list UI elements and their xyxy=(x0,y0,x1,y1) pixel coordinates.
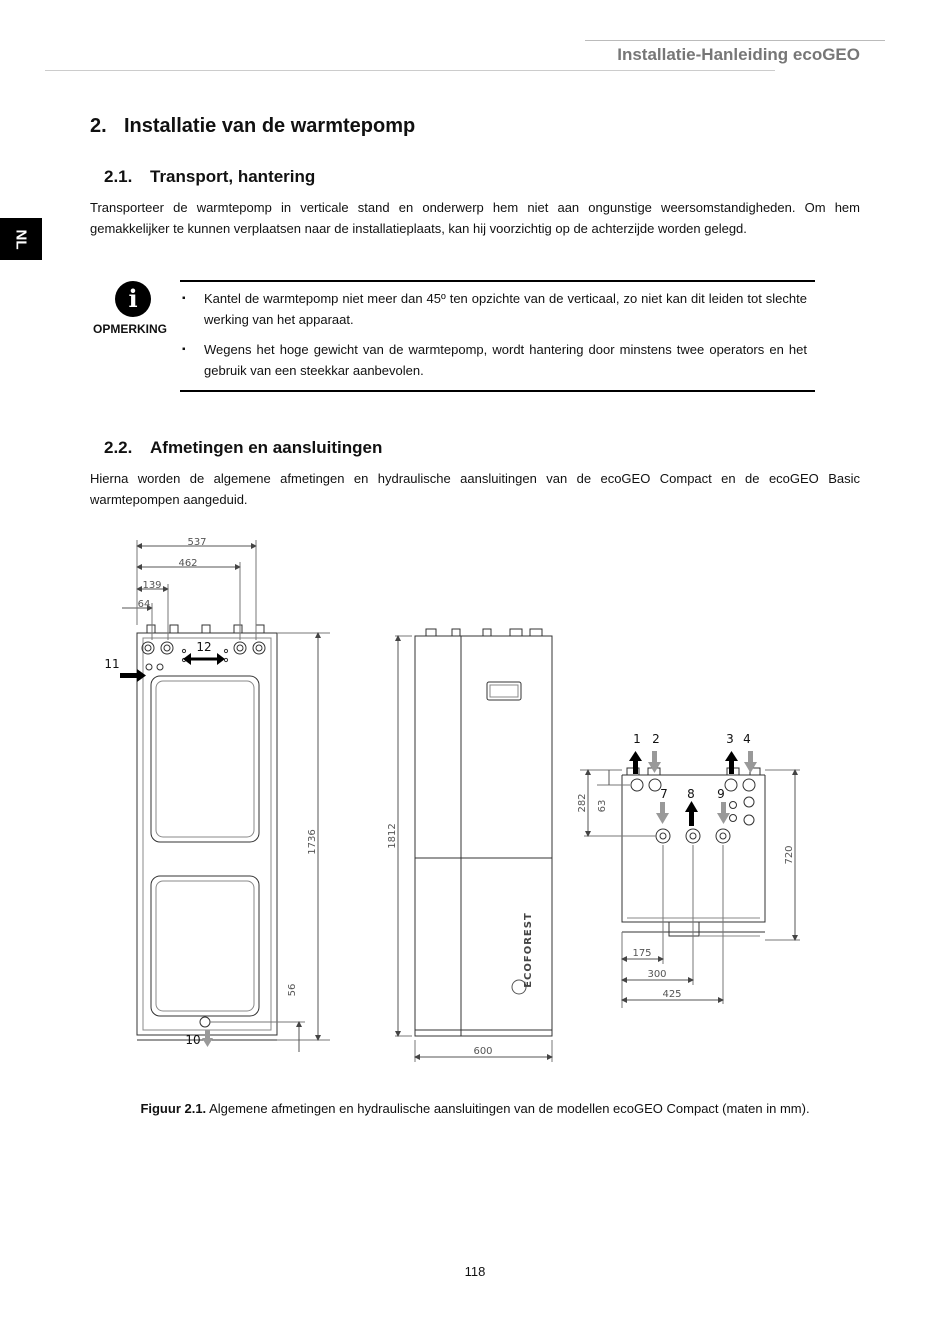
subsection-title: Afmetingen en aansluitingen xyxy=(150,438,383,457)
grey-arrow-2 xyxy=(648,751,661,773)
subsection-number: 2.1. xyxy=(104,167,133,186)
subsection-heading-transport xyxy=(104,167,315,187)
dim-175: 175 xyxy=(632,948,652,959)
dimension-drawing xyxy=(0,525,950,1085)
subsection-title: Transport, hantering xyxy=(150,167,316,186)
note-label: OPMERKING xyxy=(93,322,168,336)
black-arrow-1 xyxy=(629,751,642,774)
caption-label: Figuur 2.1. xyxy=(140,1101,207,1116)
header-title: Installatie-Hanleiding ecoGEO xyxy=(617,45,860,64)
note-item: ▪ Kantel de warmtepomp niet meer dan 45º ten opzichte van de verticaal, zo niet kan dit leiden tot slechte werking van het apparaat. xyxy=(180,288,815,330)
dim-56: 56 xyxy=(287,983,298,997)
back-view xyxy=(122,540,330,1052)
language-tab-label: NL xyxy=(12,229,30,249)
note-list xyxy=(180,288,815,381)
conn-label-11: 11 xyxy=(104,657,120,671)
dim-720: 720 xyxy=(784,845,795,865)
black-arrow-8 xyxy=(685,801,698,826)
dim-1736: 1736 xyxy=(307,829,318,855)
dim-282: 282 xyxy=(577,793,588,813)
black-arrow-11 xyxy=(120,669,146,682)
figure-caption xyxy=(0,1101,950,1116)
subsection-heading-dimensions xyxy=(104,438,382,458)
dim-462: 462 xyxy=(178,558,198,569)
front-view xyxy=(395,629,552,1062)
dim-300: 300 xyxy=(647,969,667,980)
dim-139: 139 xyxy=(142,580,162,591)
dim-64: 64 xyxy=(137,599,151,610)
note-box xyxy=(180,280,815,392)
section-number: 2. xyxy=(90,115,107,137)
info-icon: i xyxy=(115,281,151,317)
section-heading xyxy=(90,115,415,138)
transport-paragraph: Transporteer de warmtepomp in verticale stand en onderwerp hem niet aan ongunstige weersomstandigheden. Om hem gemakkelijker te kunnen verplaatsen naar de installatieplaats, kan hij voorzichtig op de achterzijde worden gelegd. xyxy=(90,200,860,236)
dim-537: 537 xyxy=(187,537,207,548)
conn-label-10: 10 xyxy=(185,1033,201,1047)
brand-logo: ECOFOREST xyxy=(523,912,534,988)
grey-arrow-9 xyxy=(717,802,730,824)
dimensions-paragraph: Hierna worden de algemene afmetingen en hydraulische aansluitingen van de ecoGEO Compact en de ecoGEO Basic warmtepompen aangeduid. xyxy=(90,471,860,507)
grey-arrow-4 xyxy=(744,751,757,773)
conn-label-2: 2 xyxy=(652,732,660,746)
conn-label-7: 7 xyxy=(660,787,668,801)
conn-label-1: 1 xyxy=(633,732,641,746)
dim-600: 600 xyxy=(473,1046,493,1057)
conn-label-12: 12 xyxy=(196,640,212,654)
page-number: 118 xyxy=(464,1264,486,1279)
conn-label-8: 8 xyxy=(687,787,695,801)
black-arrow-12 xyxy=(183,653,225,665)
dim-1812: 1812 xyxy=(387,823,398,849)
note-item: ▪ Wegens het hoge gewicht van de warmtepomp, wordt hantering door minstens twee operators en het gebruik van een steekkar aanbevolen. xyxy=(180,339,815,381)
dim-425: 425 xyxy=(662,989,682,1000)
caption-text: Algemene afmetingen en hydraulische aansluitingen van de modellen ecoGEO Compact (maten in mm). xyxy=(206,1101,810,1116)
grey-arrow-10 xyxy=(202,1030,213,1047)
dim-63: 63 xyxy=(597,799,608,813)
subsection-number: 2.2. xyxy=(104,438,133,457)
language-tab xyxy=(0,218,42,260)
conn-label-3: 3 xyxy=(726,732,734,746)
conn-label-9: 9 xyxy=(717,787,725,801)
conn-label-4: 4 xyxy=(743,732,751,746)
header-rule-bottom xyxy=(45,70,775,71)
header-rule-top xyxy=(585,40,885,41)
flow-arrows xyxy=(120,653,757,1047)
section-title: Installatie van de warmtepomp xyxy=(124,115,416,137)
grey-arrow-7 xyxy=(656,802,669,824)
